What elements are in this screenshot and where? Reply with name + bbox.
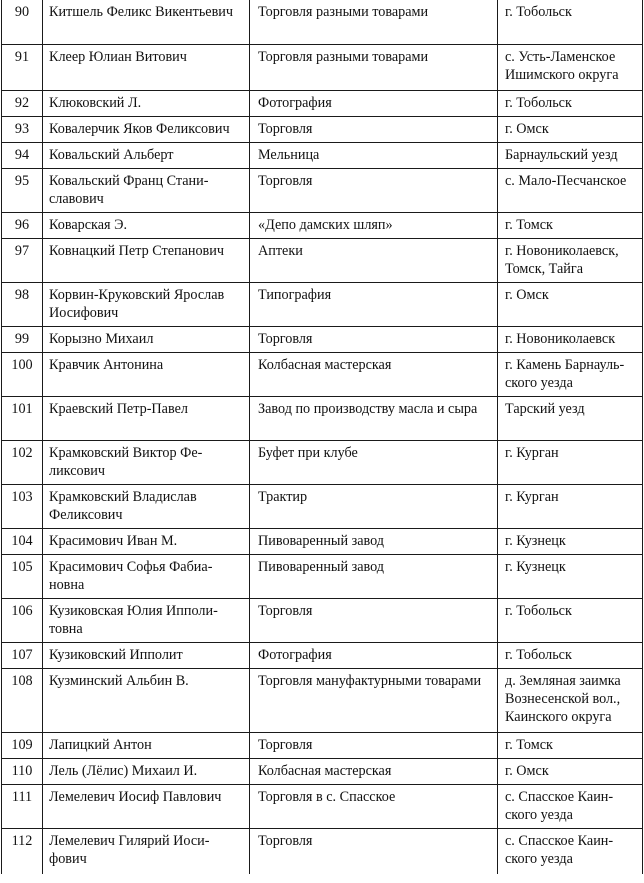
- business-activity: Мельница: [250, 142, 498, 168]
- person-name: Кузиковская Юлия Ипполитовна: [43, 598, 250, 642]
- table-row: [2, 90, 643, 116]
- person-name: Крамковский Владислав Феликсович: [43, 484, 250, 528]
- business-location: г. Кузнецк: [498, 528, 643, 554]
- business-activity: Завод по производству масла и сыра: [250, 396, 498, 440]
- business-activity: Торговля: [250, 828, 498, 874]
- person-name: Крамковский Виктор Феликсович: [43, 440, 250, 484]
- person-name: Китшель Феликс Викентьевич: [43, 0, 250, 44]
- business-location: г. Тобольск: [498, 642, 643, 668]
- business-activity: Колбасная мастерская: [250, 758, 498, 784]
- person-name: Лемелевич Иосиф Павлович: [43, 784, 250, 828]
- person-name: Красимович Иван М.: [43, 528, 250, 554]
- row-number: 94: [2, 142, 43, 168]
- person-name: Корызно Михаил: [43, 326, 250, 352]
- person-name: Ковалерчик Яков Феликсович: [43, 116, 250, 142]
- business-location: г. Омск: [498, 758, 643, 784]
- business-activity: Трактир: [250, 484, 498, 528]
- table-row: [2, 758, 643, 784]
- table-row: [2, 352, 643, 396]
- business-activity: Аптеки: [250, 238, 498, 282]
- row-number: 96: [2, 212, 43, 238]
- business-activity: Буфет при клубе: [250, 440, 498, 484]
- row-number: 111: [2, 784, 43, 828]
- person-name: Корвин-Круковский Ярослав Иосифович: [43, 282, 250, 326]
- person-name: Красимович Софья Фабиановна: [43, 554, 250, 598]
- row-number: 100: [2, 352, 43, 396]
- row-number: 112: [2, 828, 43, 874]
- row-number: 98: [2, 282, 43, 326]
- business-activity: Торговля разными товарами: [250, 0, 498, 44]
- business-location: г. Омск: [498, 116, 643, 142]
- business-location: г. Кузнецк: [498, 554, 643, 598]
- table-row: [2, 396, 643, 440]
- business-activity: Колбасная мастерская: [250, 352, 498, 396]
- person-name: Ковальский Альберт: [43, 142, 250, 168]
- business-location: г. Курган: [498, 484, 643, 528]
- business-location: г. Тобольск: [498, 90, 643, 116]
- business-activity: Фотография: [250, 642, 498, 668]
- table-row: [2, 238, 643, 282]
- business-location: с. Спасское Каинского уезда: [498, 828, 643, 874]
- table-row: [2, 44, 643, 90]
- business-location: д. Земляная заимка Вознесенской вол., Каинского округа: [498, 668, 643, 732]
- business-activity: Фотография: [250, 90, 498, 116]
- business-location: Барнаульский уезд: [498, 142, 643, 168]
- row-number: 108: [2, 668, 43, 732]
- row-number: 105: [2, 554, 43, 598]
- row-number: 99: [2, 326, 43, 352]
- person-name: Лемелевич Гилярий Иосифович: [43, 828, 250, 874]
- table-row: [2, 784, 643, 828]
- business-activity: Торговля: [250, 326, 498, 352]
- business-activity: Пивоваренный завод: [250, 554, 498, 598]
- table-row: [2, 554, 643, 598]
- table-row: [2, 326, 643, 352]
- row-number: 95: [2, 168, 43, 212]
- table-row: [2, 116, 643, 142]
- row-number: 106: [2, 598, 43, 642]
- row-number: 110: [2, 758, 43, 784]
- table-row: [2, 528, 643, 554]
- person-name: Лель (Лёлис) Михаил И.: [43, 758, 250, 784]
- person-name: Лапицкий Антон: [43, 732, 250, 758]
- business-activity: «Депо дамских шляп»: [250, 212, 498, 238]
- business-activity: Торговля: [250, 732, 498, 758]
- row-number: 104: [2, 528, 43, 554]
- business-activity: Торговля: [250, 116, 498, 142]
- business-location: с. Спасское Каинского уезда: [498, 784, 643, 828]
- row-number: 93: [2, 116, 43, 142]
- table-row: [2, 282, 643, 326]
- table-row: [2, 598, 643, 642]
- table-row: [2, 168, 643, 212]
- business-location: Тарский уезд: [498, 396, 643, 440]
- business-location: с. Мало-Песчанское: [498, 168, 643, 212]
- row-number: 91: [2, 44, 43, 90]
- business-location: г. Томск: [498, 212, 643, 238]
- table-row: [2, 212, 643, 238]
- business-location: г. Омск: [498, 282, 643, 326]
- row-number: 102: [2, 440, 43, 484]
- table-row: [2, 0, 643, 44]
- person-name: Клеер Юлиан Витович: [43, 44, 250, 90]
- person-name: Клюковский Л.: [43, 90, 250, 116]
- person-name: Ковальский Франц Станиславович: [43, 168, 250, 212]
- table-row: [2, 668, 643, 732]
- table-row: [2, 732, 643, 758]
- business-location: г. Тобольск: [498, 598, 643, 642]
- table-row: [2, 642, 643, 668]
- business-activity: Торговля разными товарами: [250, 44, 498, 90]
- person-name: Коварская Э.: [43, 212, 250, 238]
- business-location: г. Томск: [498, 732, 643, 758]
- row-number: 97: [2, 238, 43, 282]
- person-name: Ковнацкий Петр Степанович: [43, 238, 250, 282]
- person-name: Краевский Петр-Павел: [43, 396, 250, 440]
- person-name: Кузминский Альбин В.: [43, 668, 250, 732]
- business-location: г. Тобольск: [498, 0, 643, 44]
- registry-table-body: [2, 0, 643, 874]
- business-activity: Типография: [250, 282, 498, 326]
- business-location: с. Усть-Ламенское Ишимского округа: [498, 44, 643, 90]
- business-location: г. Новониколаевск, Томск, Тайга: [498, 238, 643, 282]
- table-row: [2, 142, 643, 168]
- business-activity: Торговля: [250, 168, 498, 212]
- table-row: [2, 440, 643, 484]
- business-activity: Пивоваренный завод: [250, 528, 498, 554]
- person-name: Кравчик Антонина: [43, 352, 250, 396]
- registry-table: [1, 0, 643, 874]
- row-number: 107: [2, 642, 43, 668]
- row-number: 101: [2, 396, 43, 440]
- row-number: 109: [2, 732, 43, 758]
- business-location: г. Камень Барнаульского уезда: [498, 352, 643, 396]
- business-activity: Торговля мануфактурными товарами: [250, 668, 498, 732]
- business-location: г. Новониколаевск: [498, 326, 643, 352]
- person-name: Кузиковский Ипполит: [43, 642, 250, 668]
- business-location: г. Курган: [498, 440, 643, 484]
- business-activity: Торговля в с. Спасское: [250, 784, 498, 828]
- table-row: [2, 484, 643, 528]
- business-activity: Торговля: [250, 598, 498, 642]
- table-row: [2, 828, 643, 874]
- row-number: 92: [2, 90, 43, 116]
- row-number: 103: [2, 484, 43, 528]
- row-number: 90: [2, 0, 43, 44]
